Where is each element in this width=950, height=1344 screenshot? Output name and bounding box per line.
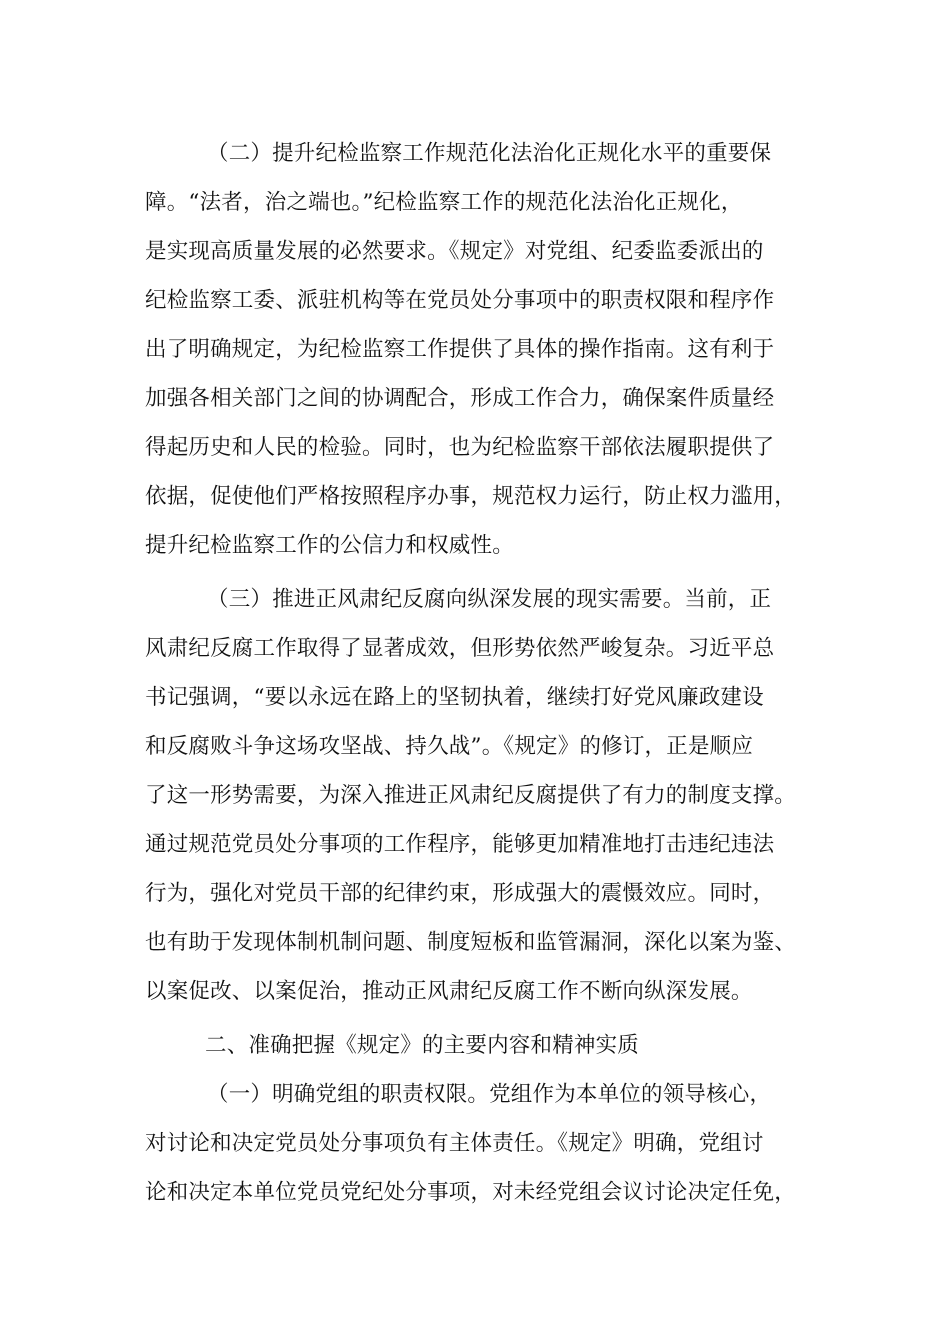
paragraph-3-line-2: 风肃纪反腐工作取得了显著成效，但形势依然严峻复杂。习近平总 bbox=[145, 636, 775, 661]
paragraph-2-line-4: 纪检监察工委、派驻机构等在党员处分事项中的职责权限和程序作 bbox=[145, 288, 775, 313]
paragraph-4-line-3: 论和决定本单位党员党纪处分事项，对未经党组会议讨论决定任免， bbox=[145, 1180, 797, 1205]
paragraph-2-line-1: （二）提升纪检监察工作规范化法治化正规化水平的重要保 bbox=[207, 141, 772, 166]
paragraph-2-line-2: 障。“法者，治之端也。”纪检监察工作的规范化法治化正规化， bbox=[145, 190, 743, 215]
paragraph-2-line-5: 出了明确规定，为纪检监察工作提供了具体的操作指南。这有利于 bbox=[145, 337, 775, 362]
paragraph-3-line-5: 了这一形势需要，为深入推进正风肃纪反腐提供了有力的制度支撑。 bbox=[145, 783, 797, 808]
paragraph-3-line-7: 行为，强化对党员干部的纪律约束，形成强大的震慑效应。同时， bbox=[145, 881, 775, 906]
paragraph-2-line-3: 是实现高质量发展的必然要求。《规定》对党组、纪委监委派出的 bbox=[145, 239, 764, 264]
section-heading-2: 二、准确把握《规定》的主要内容和精神实质 bbox=[205, 1033, 640, 1058]
paragraph-3-line-9: 以案促改、以案促治，推动正风肃纪反腐工作不断向纵深发展。 bbox=[145, 979, 753, 1004]
paragraph-2-line-7: 得起历史和人民的检验。同时，也为纪检监察干部依法履职提供了 bbox=[145, 435, 775, 460]
paragraph-3-line-6: 通过规范党员处分事项的工作程序，能够更加精准地打击违纪违法 bbox=[145, 832, 775, 857]
paragraph-3-line-8: 也有助于发现体制机制问题、制度短板和监管漏洞，深化以案为鉴、 bbox=[145, 930, 797, 955]
paragraph-2-line-8: 依据，促使他们严格按照程序办事，规范权力运行，防止权力滥用， bbox=[145, 484, 797, 509]
paragraph-3-line-4: 和反腐败斗争这场攻坚战、持久战”。《规定》的修订，正是顺应 bbox=[145, 734, 754, 759]
paragraph-2-line-9: 提升纪检监察工作的公信力和权威性。 bbox=[145, 533, 514, 558]
paragraph-4-line-1: （一）明确党组的职责权限。党组作为本单位的领导核心， bbox=[207, 1082, 772, 1107]
paragraph-2-line-6: 加强各相关部门之间的协调配合，形成工作合力，确保案件质量经 bbox=[145, 386, 775, 411]
paragraph-4-line-2: 对讨论和决定党员处分事项负有主体责任。《规定》明确，党组讨 bbox=[145, 1131, 764, 1156]
paragraph-3-line-3: 书记强调，“要以永远在路上的坚韧执着，继续打好党风廉政建设 bbox=[145, 685, 764, 710]
paragraph-3-line-1: （三）推进正风肃纪反腐向纵深发展的现实需要。当前，正 bbox=[207, 587, 772, 612]
